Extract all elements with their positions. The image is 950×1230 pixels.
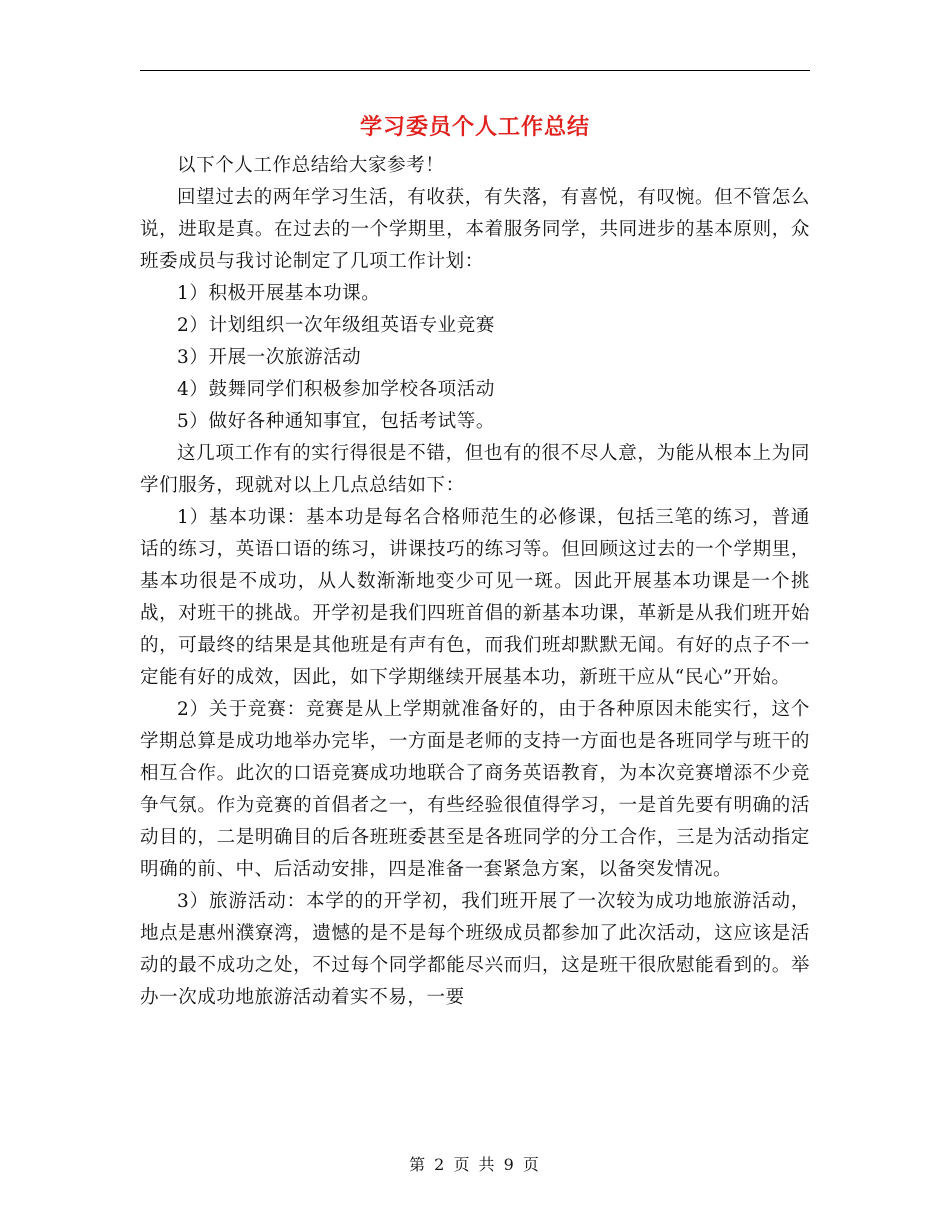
plan-item-5: 5）做好各种通知事宜，包括考试等。 <box>177 411 495 432</box>
plan-item-2: 2）计划组织一次年级组英语专业竞赛 <box>177 315 495 336</box>
page-footer: 第 2 页 共 9 页 <box>409 1155 541 1174</box>
document-body <box>140 150 810 1014</box>
plan-item-3: 3）开展一次旅游活动 <box>177 347 362 368</box>
paragraph-travel: 3）旅游活动：本学的的开学初，我们班开展了一次较为成功地旅游活动，地点是惠州濮寮湾，遗憾的是不是每个班级成员都参加了此次活动，这应该是活动的最不成功之处，不过每个同学都能尽兴而归，这是班干很欣慰能看到的。举办一次成功地旅游活动着实不易，一要 <box>140 891 810 1008</box>
paragraph-review: 回望过去的两年学习生活，有收获，有失落，有喜悦，有叹惋。但不管怎么说，进取是真。在过去的一个学期里，本着服务同学，共同进步的基本原则，众班委成员与我讨论制定了几项工作计划： <box>140 187 810 272</box>
paragraph-competition: 2）关于竞赛：竞赛是从上学期就准备好的，由于各种原因未能实行，这个学期总算是成功地举办完毕，一方面是老师的支持一方面也是各班同学与班干的相互合作。此次的口语竞赛成功地联合了商务英语教育，为本次竞赛增添不少竞争气氛。作为竞赛的首倡者之一，有些经验很值得学习，一是首先要有明确的活动目的，二是明确目的后各班班委甚至是各班同学的分工合作，三是为活动指定明确的前、中、后活动安排，四是准备一套紧急方案，以备突发情况。 <box>140 699 810 880</box>
header-rule <box>140 70 810 71</box>
intro-paragraph: 以下个人工作总结给大家参考！ <box>177 155 445 176</box>
plan-item-1: 1）积极开展基本功课。 <box>177 283 381 304</box>
plan-item-4: 4）鼓舞同学们积极参加学校各项活动 <box>177 379 495 400</box>
paragraph-summary-intro: 这几项工作有的实行得很是不错，但也有的很不尽人意，为能从根本上为同学们服务，现就对以上几点总结如下： <box>140 443 810 496</box>
document-title: 学习委员个人工作总结 <box>359 115 590 140</box>
paragraph-basic-skills: 1）基本功课：基本功是每名合格师范生的必修课，包括三笔的练习，普通话的练习，英语口语的练习，讲课技巧的练习等。但回顾这过去的一个学期里，基本功很是不成功，从人数渐渐地变少可见一斑。因此开展基本功课是一个挑战，对班干的挑战。开学初是我们四班首倡的新基本功课，革新是从我们班开始的，可最终的结果是其他班是有声有色，而我们班却默默无闻。有好的点子不一定能有好的成效，因此，如下学期继续开展基本功，新班干应从“民心”开始。 <box>140 507 810 688</box>
